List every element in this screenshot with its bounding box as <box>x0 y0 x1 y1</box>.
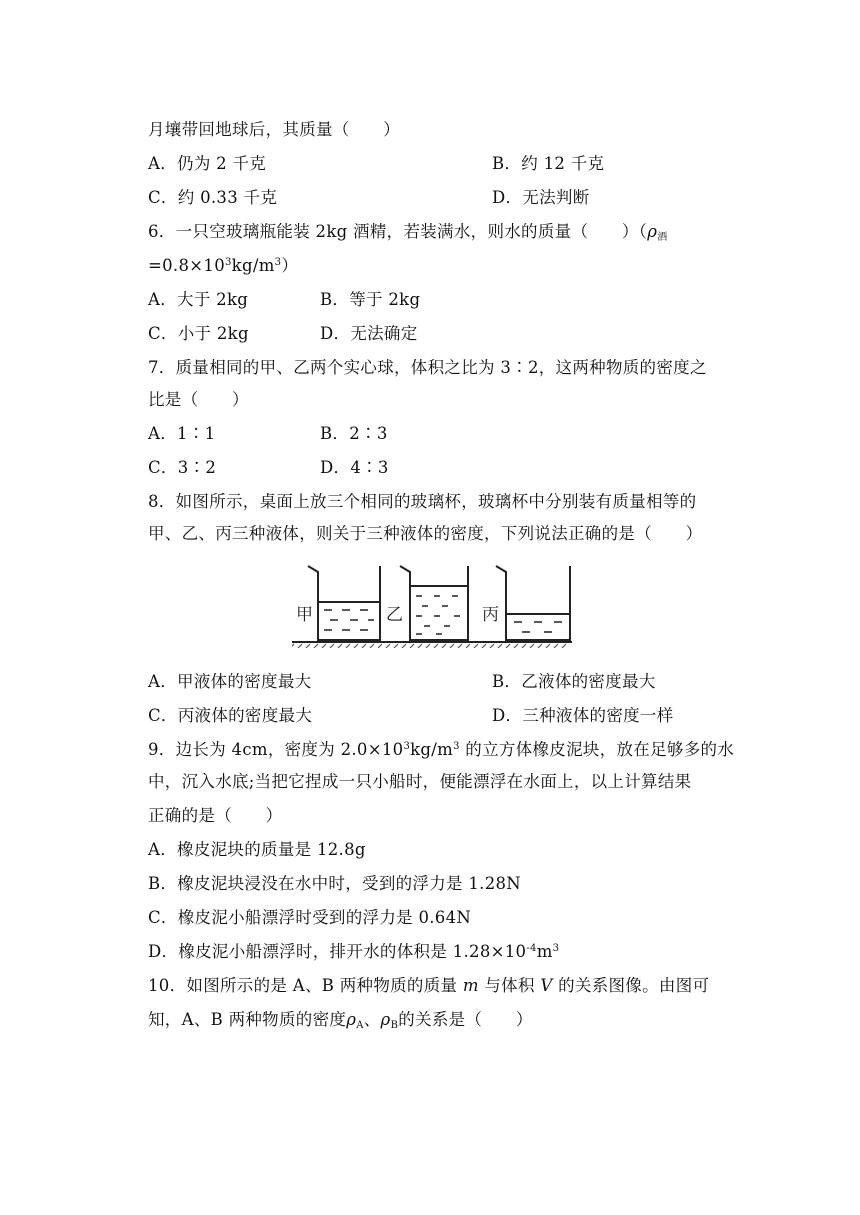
rho-symbol: ρ <box>380 1010 391 1029</box>
q10-stem-line2 <box>148 1010 533 1030</box>
q10-line2-text-end: 的关系是（ ） <box>398 1010 533 1029</box>
q9-option-b[interactable]: B．橡皮泥块浸没在水中时，受到的浮力是 1.28N <box>148 874 522 893</box>
q6-option-c[interactable]: C．小于 2kg <box>148 324 249 343</box>
q6-option-d[interactable]: D．无法确定 <box>320 324 418 343</box>
q5-option-d[interactable]: D．无法判断 <box>492 188 590 207</box>
label-bing: 丙 <box>482 605 499 625</box>
beaker-bing-outline <box>496 566 570 640</box>
q9-stem-line2: 中，沉入水底;当把它捏成一只小船时，便能漂浮在水面上，以上计算结果 <box>148 772 692 791</box>
q6-line1-text: 6．一只空玻璃瓶能装 2kg 酒精，若装满水，则水的质量（ ）（ <box>148 222 648 241</box>
mass-symbol: m <box>462 976 479 995</box>
q7-option-b[interactable]: B．2∶3 <box>320 424 388 443</box>
q6-stem-line1 <box>148 222 668 242</box>
beakers-figure <box>292 558 572 648</box>
q10-line2-text: 知，A、B 两种物质的密度 <box>148 1010 347 1029</box>
q9-option-c[interactable]: C．橡皮泥小船漂浮时受到的浮力是 0.64N <box>148 908 472 927</box>
q9-stem-line1 <box>148 740 734 760</box>
q7-option-c[interactable]: C．3∶2 <box>148 458 217 477</box>
label-yi: 乙 <box>386 605 403 625</box>
q10-stem-line1 <box>148 976 709 996</box>
q6-option-b[interactable]: B．等于 2kg <box>320 290 421 309</box>
q8-option-b[interactable]: B．乙液体的密度最大 <box>492 672 656 691</box>
volume-symbol: V <box>540 976 553 995</box>
q9-stem-line3: 正确的是（ ） <box>148 806 283 825</box>
q6-stem-line2 <box>148 256 298 276</box>
label-jia: 甲 <box>296 605 313 625</box>
q9-line1-text: 9．边长为 4cm，密度为 2.0×10 <box>148 740 404 759</box>
exponent: 3 <box>453 741 460 752</box>
q9-option-d[interactable] <box>148 942 559 962</box>
q9-line1-text-end: 的立方体橡皮泥块，放在足够多的水 <box>459 740 735 759</box>
q5-option-b[interactable]: B．约 12 千克 <box>492 154 605 173</box>
q7-stem-line1: 7．质量相同的甲、乙两个实心球，体积之比为 3∶2，这两种物质的密度之 <box>148 358 707 377</box>
q8-stem-line2: 甲、乙、丙三种液体，则关于三种液体的密度，下列说法正确的是（ ） <box>148 524 703 543</box>
exponent: 3 <box>552 943 560 954</box>
exponent: 3 <box>225 257 232 268</box>
unit-text: kg/m <box>410 740 454 759</box>
exponent: 3 <box>274 257 282 268</box>
rho-symbol: ρ <box>647 222 658 241</box>
q10-line1-text-end: 的关系图像。由图可 <box>552 976 710 995</box>
q5-option-a[interactable]: A．仍为 2 千克 <box>148 154 267 173</box>
q10-line1-text-mid: 与体积 <box>478 976 541 995</box>
q6-option-a[interactable]: A．大于 2kg <box>148 290 249 309</box>
exponent: 3 <box>403 741 411 752</box>
rho-subscript-b: B <box>390 1020 399 1031</box>
q8-option-d[interactable]: D．三种液体的密度一样 <box>492 706 674 725</box>
q8-option-c[interactable]: C．丙液体的密度最大 <box>148 706 313 725</box>
q9-option-d-text: D．橡皮泥小船漂浮时，排开水的体积是 1.28×10 <box>148 942 527 961</box>
unit-text: kg/m <box>231 256 275 275</box>
q5-stem-tail: 月壤带回地球后，其质量（ ） <box>148 120 400 139</box>
table-hatching <box>292 644 566 648</box>
separator: 、 <box>363 1010 381 1029</box>
q7-stem-line2: 比是（ ） <box>148 390 249 409</box>
rho-subscript-a: A <box>356 1020 364 1031</box>
q8-option-a[interactable]: A．甲液体的密度最大 <box>148 672 312 691</box>
q5-option-c[interactable]: C．约 0.33 千克 <box>148 188 278 207</box>
q9-option-a[interactable]: A．橡皮泥块的质量是 12.8g <box>148 840 366 859</box>
q6-line2-text: =0.8×10 <box>148 256 225 275</box>
rho-subscript: 酒 <box>657 232 668 243</box>
q7-option-d[interactable]: D．4∶3 <box>320 458 389 477</box>
q8-stem-line1: 8．如图所示，桌面上放三个相同的玻璃杯，玻璃杯中分别装有质量相等的 <box>148 492 697 511</box>
unit-text: m <box>536 942 553 961</box>
beaker-yi-outline <box>400 566 468 640</box>
exponent: -4 <box>526 943 537 954</box>
q10-line1-text: 10．如图所示的是 A、B 两种物质的质量 <box>148 976 463 995</box>
q7-option-a[interactable]: A．1∶1 <box>148 424 216 443</box>
close-paren: ） <box>281 256 299 275</box>
rho-symbol: ρ <box>346 1010 357 1029</box>
